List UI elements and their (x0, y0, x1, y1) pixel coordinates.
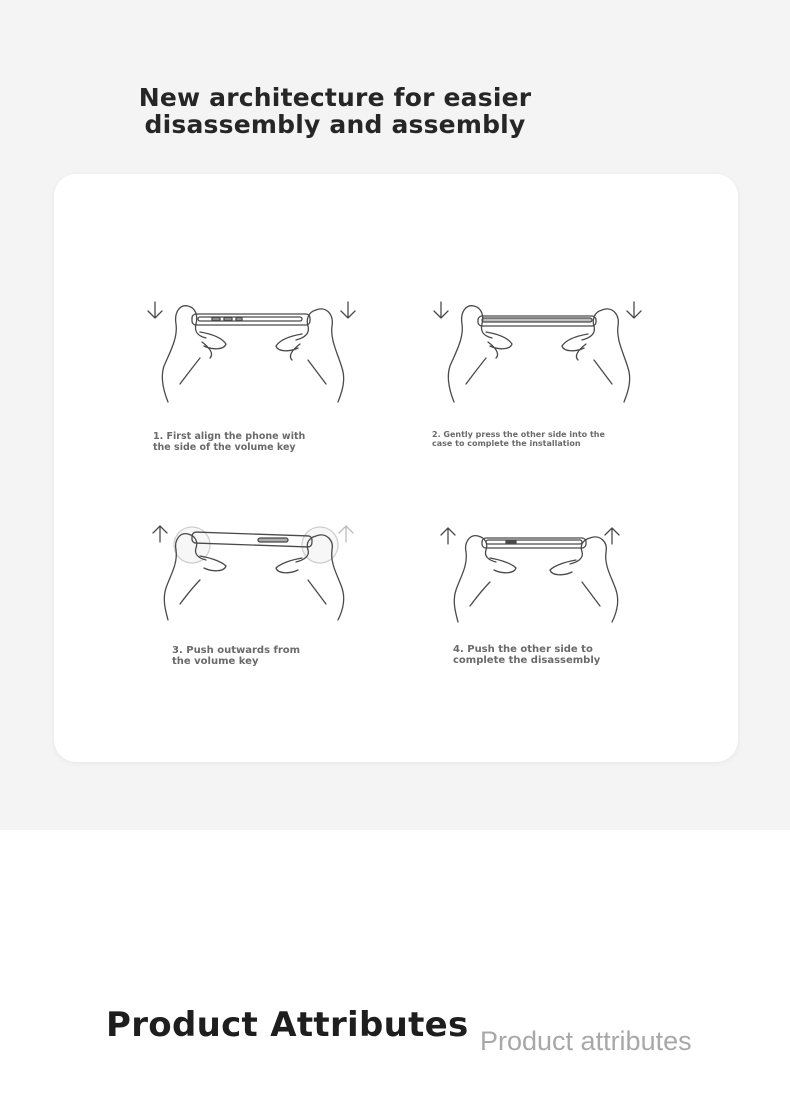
arrow-up-icon (441, 528, 455, 544)
step-3-illustration (140, 508, 370, 628)
instructions-card (54, 174, 738, 762)
phone-case (192, 314, 310, 325)
step-2 (426, 292, 666, 462)
arrow-down-icon (341, 302, 355, 318)
step-4-caption: 4. Push the other side to complete the disassembly (453, 644, 601, 666)
step-3-caption: 3. Push outwards from the volume key (172, 645, 301, 667)
step-2-illustration (426, 292, 656, 412)
step-1-caption: 1. First align the phone with the side of the volume key (153, 431, 306, 453)
step-1 (140, 292, 370, 462)
arrow-down-icon (627, 302, 641, 318)
step-3 (140, 508, 370, 678)
arrow-up-icon (153, 526, 167, 542)
step-2-caption: 2. Gently press the other side into the case to complete the installation (432, 430, 605, 448)
arrow-down-icon (148, 302, 162, 318)
section-heading (100, 84, 570, 138)
step-4 (426, 508, 666, 678)
heading-line-1: New architecture for easier (138, 83, 532, 112)
arrow-up-icon (339, 526, 353, 542)
attributes-subtitle: Product attributes (480, 1026, 692, 1056)
arrow-down-icon (434, 302, 448, 318)
heading-line-2: disassembly and assembly (144, 110, 526, 139)
arrow-up-icon (605, 528, 619, 544)
step-4-illustration (426, 508, 656, 628)
step-1-illustration (140, 292, 370, 412)
right-hand (550, 537, 618, 622)
attributes-title: Product Attributes (106, 1005, 469, 1045)
